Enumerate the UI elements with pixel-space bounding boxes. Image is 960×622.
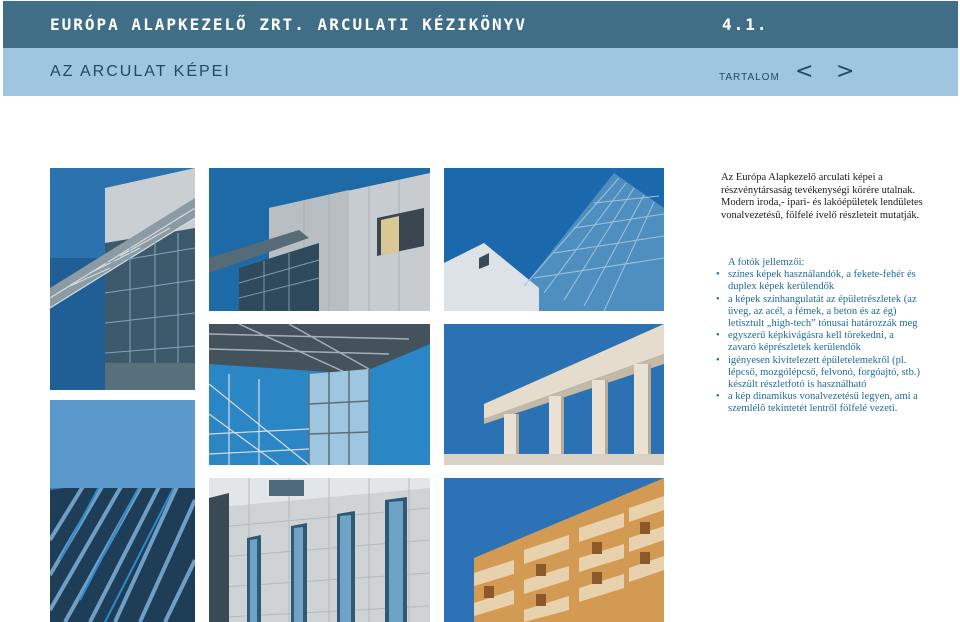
list-item: • a képek színhangulatát az épületrészletek (az üveg, az acél, a fémek, a beton és az ég) letisztult „high-tech” tónusai határozzák meg: [716, 294, 921, 331]
subheader-bar: [3, 48, 958, 96]
list-item: • igényesen kivitelezett épületelemekről (pl. lépcső, mozgólépcső, felvonó, forgóajtó, stb.) készült részletfotó is használható: [716, 355, 921, 392]
photo-features: [716, 257, 921, 416]
photo-glass-facade-canopy: [50, 168, 195, 390]
photo-white-building: [209, 168, 430, 311]
list-item: • színes képek használandók, a fekete-fehér és duplex képek kerülendők: [716, 269, 921, 293]
page-title: AZ ARCULAT KÉPEI: [50, 63, 231, 80]
toc-link[interactable]: TARTALOM: [719, 72, 780, 83]
list-item: • egyszerű képkivágásra kell törekedni, a zavaró képrészletek kerülendők: [716, 330, 921, 354]
intro-paragraph: Az Európa Alapkezelő arculati képei a részvénytársaság tevékenységi körére utalnak. Modern iroda,- ipari- és lakóépületek lendületes vonalvezetésű, fölfelé ívelő részleteit mutatják.: [721, 172, 923, 221]
prev-page-button[interactable]: <: [795, 59, 814, 84]
features-list: [716, 269, 921, 415]
photo-steel-glass-structure: [209, 324, 430, 465]
photo-glass-tower: [444, 168, 664, 311]
photo-panel-wall-windows: [209, 478, 430, 622]
document-title: EURÓPA ALAPKEZELŐ ZRT. ARCULATI KÉZIKÖNYV: [50, 15, 527, 34]
section-number: 4.1.: [722, 15, 769, 34]
photo-glass-stripes: [50, 400, 195, 622]
photo-stone-columns: [444, 324, 664, 465]
list-item: • a kép dinamikus vonalvezetésű legyen, ami a szemlélő tekintetét lentről fölfelé vezeti.: [716, 391, 921, 415]
header-bar: [3, 1, 958, 48]
next-page-button[interactable]: >: [836, 59, 855, 84]
features-heading: A fotók jellemzői:: [728, 257, 805, 268]
photo-residential-balconies: [444, 478, 664, 622]
